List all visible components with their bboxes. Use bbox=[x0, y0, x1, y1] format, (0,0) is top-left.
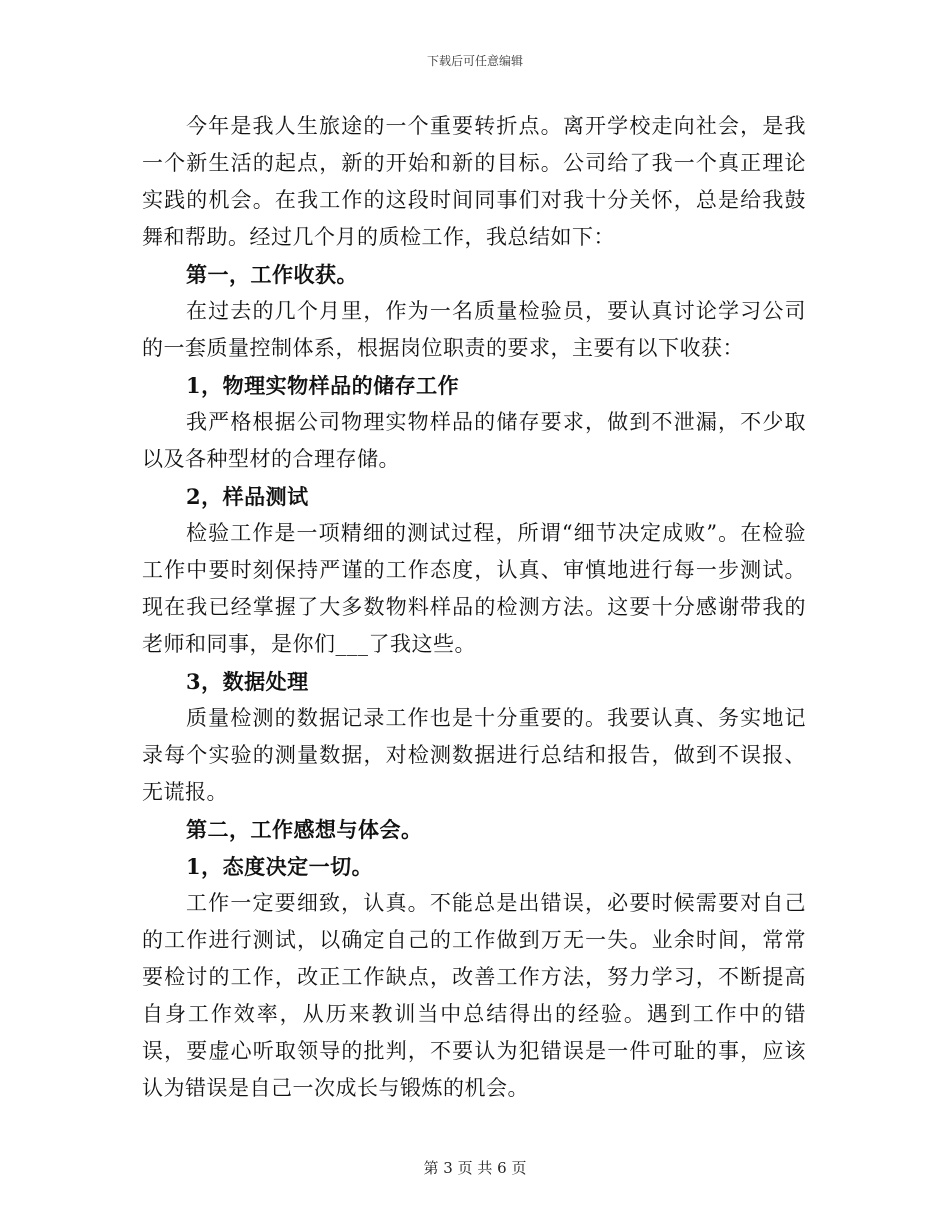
section1-item3-heading: 3，数据处理 bbox=[186, 669, 309, 694]
section2-heading: 第二，工作感想与体会。 bbox=[186, 817, 423, 842]
section1-intro: 在过去的几个月里，作为一名质量检验员，要认真讨论学习公司的一套质量控制体系，根据岗位职责的要求，主要有以下收获： bbox=[142, 299, 806, 360]
section1-heading: 第一，工作收获。 bbox=[186, 262, 358, 287]
intro-paragraph: 今年是我人生旅途的一个重要转折点。离开学校走向社会，是我一个新生活的起点，新的开始和新的目标。公司给了我一个真正理论实践的机会。在我工作的这段时间同事们对我十分关怀，总是给我鼓舞和帮助。经过几个月的质检工作，我总结如下： bbox=[142, 114, 806, 249]
section1-item1-text: 我严格根据公司物理实物样品的储存要求，做到不泄漏，不少取以及各种型材的合理存储。 bbox=[142, 410, 806, 471]
section2-item1-heading: 1，态度决定一切。 bbox=[186, 854, 374, 879]
header-note: 下载后可任意编辑 bbox=[426, 54, 523, 68]
section1-item2-text: 检验工作是一项精细的测试过程，所谓“细节决定成败”。在检验工作中要时刻保持严谨的工作态度，认真、审慎地进行每一步测试。现在我已经掌握了大多数物料样品的检测方法。这要十分感谢带我的老师和同事，是你们___了我这些。 bbox=[142, 521, 806, 656]
section1-item2-heading: 2，样品测试 bbox=[186, 484, 309, 509]
section1-item3-text: 质量检测的数据记录工作也是十分重要的。我要认真、务实地记录每个实验的测量数据，对检测数据进行总结和报告，做到不误报、无谎报。 bbox=[142, 706, 806, 804]
section2-item1-text: 工作一定要细致，认真。不能总是出错误，必要时候需要对自己的工作进行测试，以确定自己的工作做到万无一失。业余时间，常常要检讨的工作，改正工作缺点，改善工作方法，努力学习，不断提高自身工作效率，从历来教训当中总结得出的经验。遇到工作中的错误，要虚心听取领导的批判，不要认为犯错误是一件可耻的事，应该认为错误是自己一次成长与锻炼的机会。 bbox=[142, 891, 806, 1100]
page-number: 第 3 页 共 6 页 bbox=[423, 1159, 527, 1177]
section1-item1-heading: 1，物理实物样品的储存工作 bbox=[186, 373, 460, 398]
document-body bbox=[142, 108, 806, 1107]
